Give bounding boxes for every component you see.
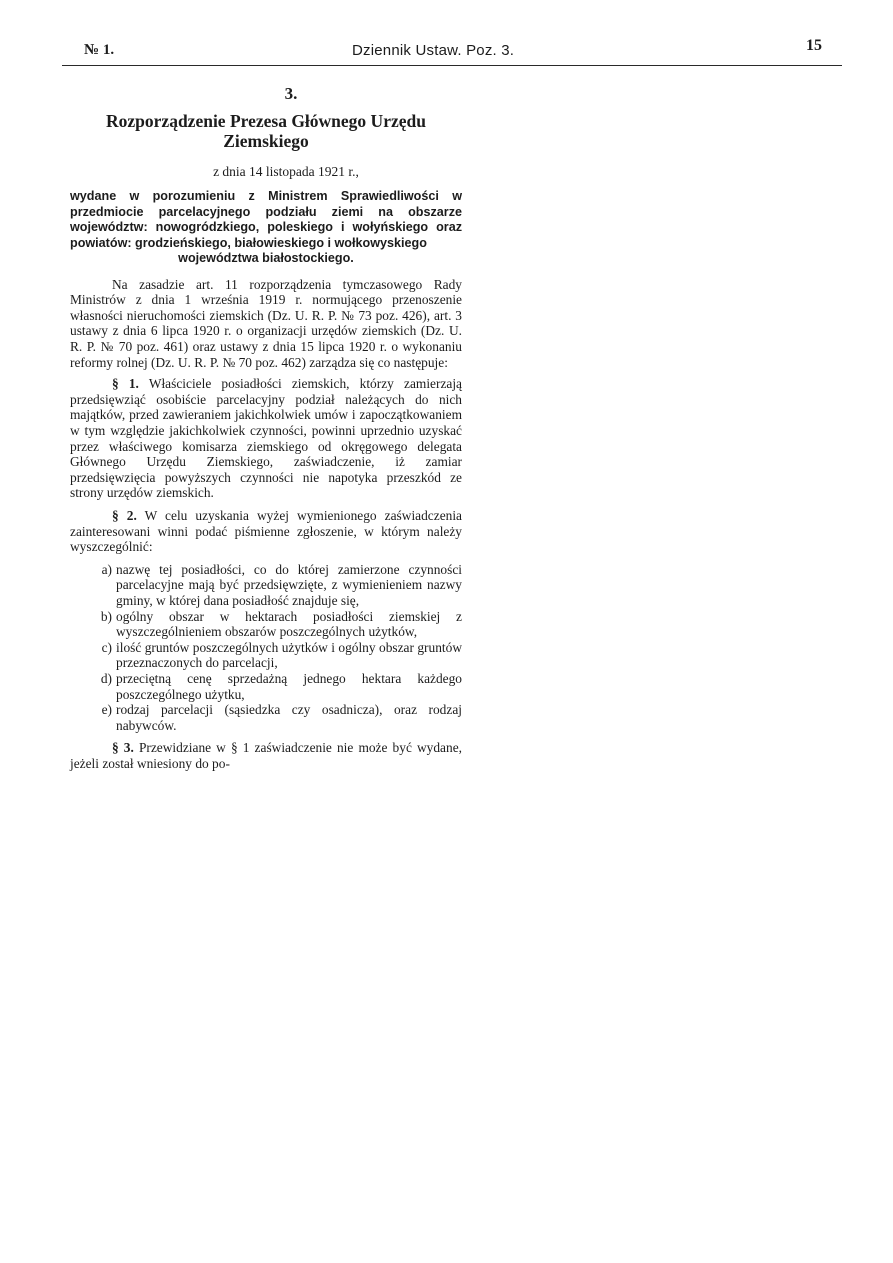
- section-3: [70, 740, 462, 771]
- item-text: nazwę tej posiadłości, co do której zamierzone czynności parcelacyjne mają być przedsięwzięte, z wymienieniem nazwy gminy, w której dana posiadłość znajduje się,: [116, 561, 462, 608]
- section-mark: § 1.: [112, 376, 139, 392]
- issued-clause-text: wydane w porozumieniu z Ministrem Sprawiedliwości w przedmiocie parcelacyjnego podziału ziemi na obszarze województw: nowogródzkiego, poleskiego i wołyńskiego oraz powiatów: grodzieńskiego, białowieskiego i wołkowyskiego: [70, 189, 462, 250]
- item-label: a): [101, 561, 112, 577]
- section-1: [70, 376, 462, 501]
- item-text: ilość gruntów poszczególnych użytków i ogólny obszar gruntów przeznaczonych do parcelacji,: [116, 639, 462, 671]
- section-2: [70, 508, 462, 555]
- section-text: Właściciele posiadłości ziemskich, którzy zamierzają przedsięwziąć osobiście parcelacyjny podział należących do nich majątków, przed zawieraniem jakichkolwiek umów i zapoczątkowaniem w tym względzie jakichkolwiek czynności, powinni uprzednio uzyskać przez właściwego komisarza ziemskiego od okręgowego delegata Głównego Urzędu Ziemskiego, zaświadczenie, iż zamiar przedsięwzięcia powyższych czynności nie napotyka przeszkód ze strony urzędów ziemskich.: [70, 376, 462, 501]
- item-label: e): [101, 702, 112, 718]
- section-mark: § 2.: [112, 508, 137, 523]
- issue-number: № 1.: [84, 42, 115, 58]
- document-column: [70, 84, 462, 779]
- position-number: 3.: [284, 84, 298, 103]
- list-item: [70, 671, 462, 702]
- preamble: Na zasadzie art. 11 rozporządzenia tymczasowego Rady Ministrów z dnia 1 września 1919 r. normującego przenoszenie własności nieruchomości ziemskich (Dz. U. R. P. № 73 poz. 426), art. 3 ustawy z dnia 6 lipca 1920 r. o organizacji urzędów ziemskich (Dz. U. R. P. № 70 poz. 461) oraz ustawy z dnia 15 lipca 1920 r. o wykonaniu reformy rolnej (Dz. U. R. P. № 70 poz. 462) zarządza się co następuje:: [70, 276, 462, 370]
- item-text: ogólny obszar w hektarach posiadłości ziemskiej z wyszczególnieniem obszarów poszczególnych użytków,: [116, 608, 462, 640]
- list-item: [70, 702, 462, 733]
- page-header: [0, 0, 893, 70]
- section-mark: § 3.: [112, 740, 134, 756]
- section-text: Przewidziane w § 1 zaświadczenie nie może być wydane, jeżeli został wniesiony do po-: [70, 740, 462, 771]
- regulation-date: z dnia 14 listopada 1921 r.,: [213, 163, 359, 179]
- item-label: d): [100, 670, 112, 686]
- list-item: [70, 562, 462, 609]
- journal-title: Dziennik Ustaw. Poz. 3.: [352, 42, 515, 59]
- section-text: W celu uzyskania wyżej wymienionego zaświadczenia zainteresowani winni podać piśmienne zgłoszenie, w którym należy wyszczególnić:: [70, 508, 462, 555]
- item-label: b): [100, 608, 112, 624]
- item-text: rodzaj parcelacji (sąsiedzka czy osadnicza), oraz rodzaj nabywców.: [116, 702, 462, 733]
- header-rule: [62, 65, 842, 66]
- list-item: [70, 640, 462, 671]
- item-text: przeciętną cenę sprzedażną jednego hektara każdego poszczególnego użytku,: [116, 670, 462, 702]
- issued-clause: [70, 189, 462, 267]
- item-label: c): [101, 639, 112, 655]
- regulation-title: Rozporządzenie Prezesa Głównego Urzędu Ziemskiego: [106, 110, 426, 151]
- list-item: [70, 609, 462, 640]
- page-number: 15: [806, 37, 822, 54]
- requirements-list: [70, 562, 462, 734]
- issued-clause-last: województwa białostockiego.: [178, 251, 354, 266]
